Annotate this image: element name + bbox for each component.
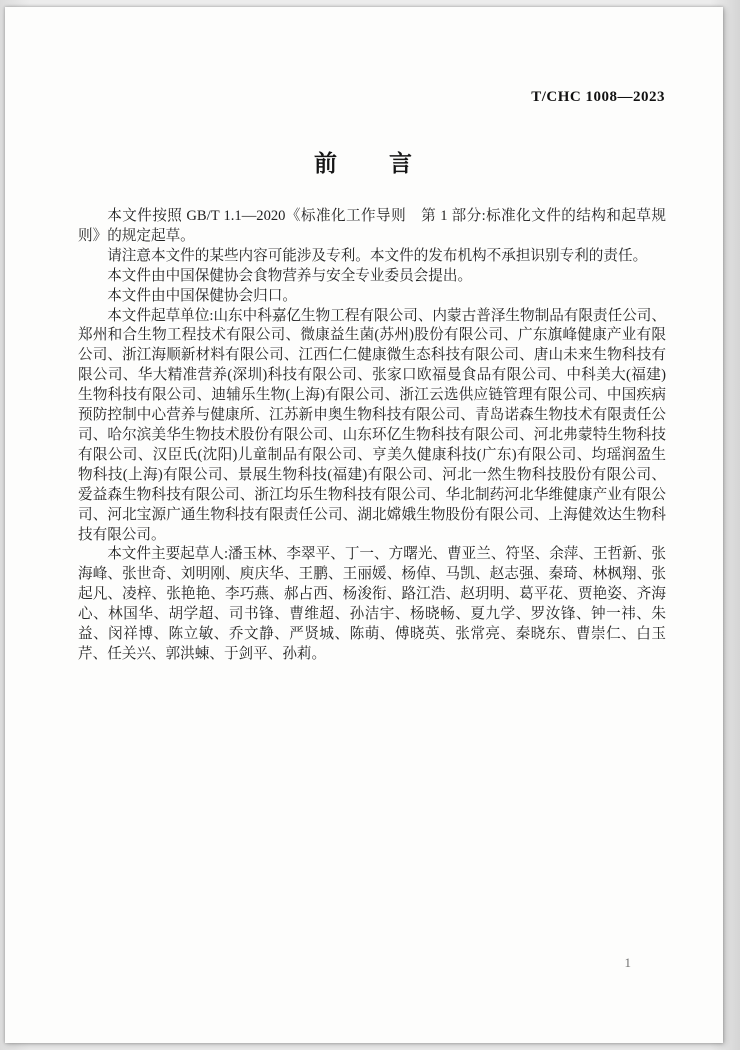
foreword-paragraph-drafting-organizations: 本文件起草单位:山东中科嘉亿生物工程有限公司、内蒙古普泽生物制品有限责任公司、郑州和合生物工程技术有限公司、微康益生菌(苏州)股份有限公司、广东旗峰健康产业有限公司、浙江海顺新材料有限公司、江西仁仁健康微生态科技有限公司、唐山未来生物科技有限公司、华大精准营养(深圳)科技有限公司、张家口欧福曼食品有限公司、中科美大(福建)生物科技有限公司、迪辅乐生物(上海)有限公司、浙江云选供应链管理有限公司、中国疾病预防控制中心营养与健康所、江苏新申奥生物科技有限公司、青岛诺森生物技术有限责任公司、哈尔滨美华生物技术股份有限公司、山东环亿生物科技有限公司、河北弗蒙特生物科技有限公司、汉臣氏(沈阳)儿童制品有限公司、亨美久健康科技(广东)有限公司、均瑶润盈生物科技(上海)有限公司、景展生物科技(福建)有限公司、河北一然生物科技股份有限公司、爱益森生物科技有限公司、浙江均乐生物科技有限公司、华北制药河北华维健康产业有限公司、河北宝源广通生物科技有限责任公司、湖北嫦娥生物股份有限公司、上海健效达生物科技有限公司。 [78, 307, 666, 543]
foreword-paragraph-basis: 本文件按照 GB/T 1.1—2020《标准化工作导则 第 1 部分:标准化文件的结构和起草规则》的规定起草。 [78, 208, 666, 244]
document-page [5, 7, 723, 1043]
page-number: 1 [624, 955, 631, 970]
foreword-paragraph-patent-notice: 请注意本文件的某些内容可能涉及专利。本文件的发布机构不承担识别专利的责任。 [107, 247, 648, 264]
foreword-paragraph-main-drafters: 本文件主要起草人:潘玉林、李翠平、丁一、方曙光、曹亚兰、符坚、余萍、王哲新、张海峰、张世奇、刘明刚、庾庆华、王鹏、王丽媛、杨倬、马凯、赵志强、秦琦、林枫翔、张起凡、凌梓、张艳艳、李巧燕、郝占西、杨浚衔、路江浩、赵玥明、葛平花、贾艳姿、齐海心、林国华、胡学超、司书锋、曹维超、孙洁宇、杨晓畅、夏九学、罗汝锋、钟一祎、朱益、闵祥博、陈立敏、乔文静、严贤城、陈萌、傅晓英、张常亮、秦晓东、曹崇仁、白玉芹、任关兴、郭洪蝀、于剑平、孙莉。 [78, 546, 666, 662]
foreword-paragraph-proposed-by: 本文件由中国保健协会食物营养与安全专业委员会提出。 [107, 267, 473, 284]
foreword-paragraph-under-jurisdiction: 本文件由中国保健协会归口。 [107, 287, 297, 304]
standard-code: T/CHC 1008—2023 [531, 89, 665, 105]
page-title: 前 言 [314, 151, 414, 176]
foreword-body [78, 207, 666, 665]
